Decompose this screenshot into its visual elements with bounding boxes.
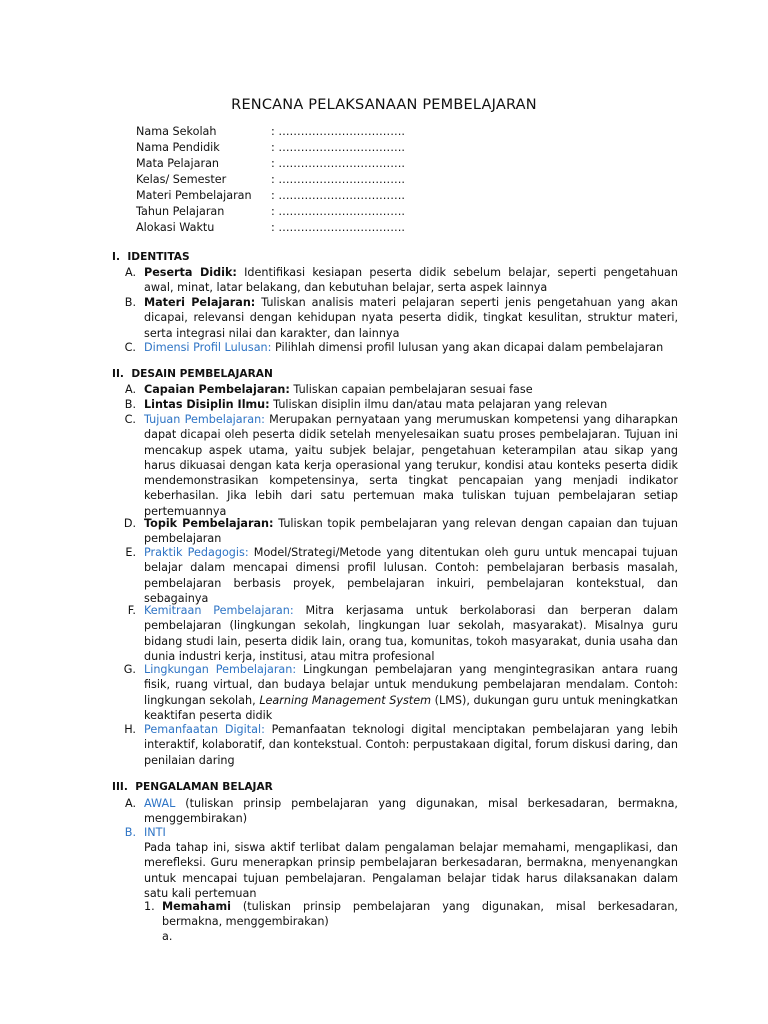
item-text: Tuliskan disiplin ilmu dan/atau mata pelajaran yang relevan <box>269 398 608 411</box>
identity-info-block <box>136 124 405 236</box>
item-text-post: (LMS), dukungan guru untuk meningkatkan keaktifan peserta didik <box>144 693 678 722</box>
info-value: : ……………………………. <box>271 141 405 154</box>
list-marker: B. <box>124 296 136 309</box>
section-title: DESAIN PEMBELAJARAN <box>131 368 273 380</box>
list-item <box>123 662 678 723</box>
info-label: Nama Sekolah <box>136 125 217 138</box>
list-item <box>126 382 678 397</box>
item-text-italic: Learning Management System <box>259 693 431 707</box>
info-value: : ……………………………. <box>271 157 405 170</box>
item-term: Lingkungan Pembelajaran: <box>144 663 297 676</box>
list-item <box>123 516 678 547</box>
item-text: (tuliskan prinsip pembelajaran yang digunakan, misal berkesadaran, bermakna, menggembirakan) <box>144 797 678 826</box>
info-value: : ……………………………. <box>271 205 405 218</box>
list-item <box>126 265 678 296</box>
item-term: Topik Pembelajaran: <box>144 517 274 530</box>
list-item <box>126 412 678 519</box>
info-value: : ……………………………. <box>271 189 405 202</box>
list-item <box>126 603 678 664</box>
list-marker: A. <box>124 383 136 396</box>
inti-paragraph: Pada tahap ini, siswa aktif terlibat dalam pengalaman belajar memahami, mengaplikasi, dan merefleksi. Guru menerapkan prinsip pembelajaran berkesadaran, bermakna, menyenangkan untuk mencapai tujuan pembelajaran. Pengalaman belajar tidak harus dilaksanakan dalam satu kali pertemuan <box>144 841 678 900</box>
list-marker: G. <box>123 663 136 676</box>
sub-item-text: (tuliskan prinsip pembelajaran yang digunakan, misal berkesadaran, bermakna, menggembirakan) <box>162 900 678 929</box>
section-numeral: I. <box>112 251 120 263</box>
item-text: Mitra kerjasama untuk berkolaborasi dan berperan dalam pembelajaran (lingkungan sekolah, lingkungan luar sekolah, masyarakat). Misalnya guru bidang studi lain, peserta didik lain, orang tua, komunitas, tokoh masyarakat, dunia usaha dan dunia industri kerja, institusi, atau mitra profesional <box>144 604 678 663</box>
info-label: Kelas/ Semester <box>136 173 227 186</box>
info-row <box>136 172 405 188</box>
info-label: Materi Pembelajaran <box>136 189 252 202</box>
info-row <box>136 156 405 172</box>
list-marker: B. <box>124 398 136 411</box>
item-term: Pemanfaatan Digital: <box>144 723 265 736</box>
list-item <box>126 340 678 355</box>
list-item <box>126 796 678 827</box>
section-heading-pengalaman <box>112 781 273 793</box>
section-title: IDENTITAS <box>127 251 190 263</box>
item-text: Identifikasi kesiapan peserta didik sebelum belajar, seperti pengetahuan awal, minat, latar belakang, dan kebutuhan belajar, serta aspek lainnya <box>144 266 678 295</box>
item-term: AWAL <box>144 797 176 810</box>
item-text: Tuliskan topik pembelajaran yang relevan dengan capaian dan tujuan pembelajaran <box>144 517 678 546</box>
section-title: PENGALAMAN BELAJAR <box>135 781 273 793</box>
section-numeral: II. <box>112 368 124 380</box>
item-term: INTI <box>144 826 166 839</box>
item-text: Merupakan pernyataan yang merumuskan kompetensi yang diharapkan dapat dicapai oleh peserta didik setelah menyelesaikan suatu proses pembelajaran. Tujuan ini mencakup aspek utama, yaitu subjek belajar, pengetahuan keterampilan atau sikap yang harus dikuasai dengan kata kerja operasional yang terukur, kondisi atau konteks peserta didik mendemonstrasikan kompetensinya, serta tingkat pencapaian yang menjadi indikator keberhasilan. Jika lebih dari satu pertemuan maka tuliskan tujuan pembelajaran setiap pertemuannya <box>144 413 678 518</box>
info-value: : ……………………………. <box>271 125 405 138</box>
list-marker: C. <box>124 341 136 354</box>
info-value: : ……………………………. <box>271 173 405 186</box>
list-marker: D. <box>123 517 136 530</box>
item-text: Pilihlah dimensi profil lulusan yang akan dicapai dalam pembelajaran <box>271 341 664 354</box>
info-label: Tahun Pelajaran <box>136 205 225 218</box>
list-item <box>126 545 678 606</box>
info-row <box>136 188 405 204</box>
section-numeral: III. <box>112 781 128 793</box>
page-title: RENCANA PELAKSANAAN PEMBELAJARAN <box>231 97 537 113</box>
sub-list-item <box>144 899 678 930</box>
sub-sub-list-marker: a. <box>162 930 173 943</box>
list-marker: A. <box>124 797 136 810</box>
item-term: Kemitraan Pembelajaran: <box>144 604 294 617</box>
info-label: Alokasi Waktu <box>136 221 215 234</box>
item-term: Capaian Pembelajaran: <box>144 383 290 396</box>
list-item <box>126 825 678 840</box>
section-heading-identitas <box>112 251 190 263</box>
list-marker: B. <box>124 826 136 839</box>
info-row <box>136 220 405 236</box>
info-label: Nama Pendidik <box>136 141 220 154</box>
item-term: Lintas Disiplin Ilmu: <box>144 398 270 411</box>
item-text: Model/Strategi/Metode yang ditentukan oleh guru untuk mencapai tujuan belajar dalam mencapai dimensi profil lulusan. Contoh: pembelajaran berbasis masalah, pembelajaran berbasis proyek, pembelajaran inkuiri, pembelajaran kontekstual, dan sebagainya <box>144 546 678 605</box>
item-term: Peserta Didik: <box>144 266 237 279</box>
item-term: Praktik Pedagogis: <box>144 546 249 559</box>
item-term: Materi Pelajaran: <box>144 296 256 309</box>
list-item <box>126 295 678 341</box>
item-term: Tujuan Pembelajaran: <box>144 413 265 426</box>
sub-list-marker: 1. <box>144 900 155 913</box>
info-label: Mata Pelajaran <box>136 157 220 170</box>
item-text: Tuliskan capaian pembelajaran sesuai fase <box>289 383 533 396</box>
item-term: Dimensi Profil Lulusan: <box>144 341 272 354</box>
item-text: Pemanfaatan teknologi digital menciptakan pembelajaran yang lebih interaktif, kolaboratif, dan kontekstual. Contoh: perpustakaan digital, forum diskusi daring, dan penilaian daring <box>144 723 678 767</box>
info-row <box>136 204 405 220</box>
list-marker: F. <box>127 604 136 617</box>
list-marker: H. <box>124 723 136 736</box>
section-heading-desain <box>112 368 273 380</box>
info-value: : ……………………………. <box>271 221 405 234</box>
list-marker: C. <box>124 413 136 426</box>
info-row <box>136 140 405 156</box>
item-text: Tuliskan analisis materi pelajaran seperti jenis pengetahuan yang akan dicapai, relevansi dengan kehidupan nyata peserta didik, tingkat kesulitan, struktur materi, serta integrasi nilai dan karakter, dan lainnya <box>144 296 678 340</box>
info-row <box>136 124 405 140</box>
list-marker: A. <box>124 266 136 279</box>
sub-item-term: Memahami <box>162 900 231 913</box>
list-marker: E. <box>125 546 136 559</box>
item-text-pre: Lingkungan pembelajaran yang mengintegrasikan antara ruang fisik, ruang virtual, dan budaya belajar untuk mendukung pembelajaran mendalam. Contoh: lingkungan sekolah, <box>144 663 678 707</box>
list-item <box>126 397 678 412</box>
list-item <box>126 722 678 768</box>
